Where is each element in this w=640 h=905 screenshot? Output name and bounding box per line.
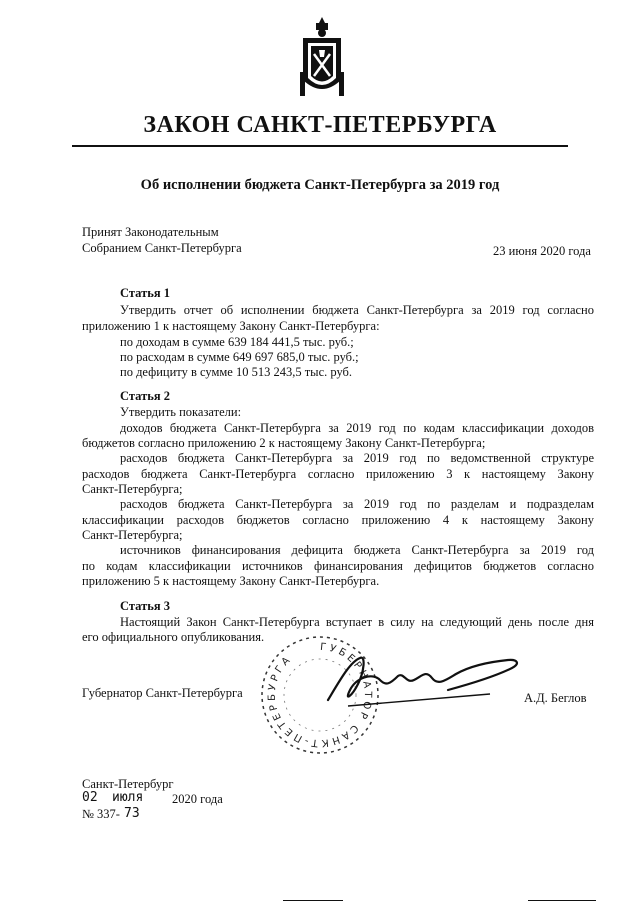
article-1-income: по доходам в сумме 639 184 441,5 тыс. руб.; — [120, 335, 354, 349]
adopted-by-line-2: Собранием Санкт-Петербурга — [82, 241, 242, 255]
adoption-date: 23 июня 2020 года — [493, 244, 591, 258]
signatory-name: А.Д. Беглов — [524, 691, 587, 705]
title-divider — [72, 145, 568, 147]
article-2-item: расходов бюджета Санкт-Петербурга за 2019 год по ведомственной структуре — [120, 451, 594, 465]
footer-number-prefix: № 337- — [82, 807, 120, 821]
handwritten-signature — [320, 650, 530, 710]
footer-month: июля — [112, 790, 144, 805]
law-title: ЗАКОН САНКТ-ПЕТЕРБУРГА — [143, 112, 497, 138]
article-2-item: Санкт-Петербурга; — [82, 528, 183, 542]
article-1-heading: Статья 1 — [120, 286, 170, 300]
article-2-item: источников финансирования дефицита бюджета Санкт-Петербурга за 2019 год — [120, 543, 594, 557]
article-2-item: по кодам классификации источников финансирования дефицитов бюджетов согласно — [82, 559, 594, 573]
article-2-item: расходов бюджета Санкт-Петербурга согласно приложению 3 к настоящему Закону — [82, 467, 594, 481]
coat-of-arms-icon — [299, 14, 345, 100]
footer-number: 73 — [124, 806, 140, 821]
footer-day: 02 — [82, 790, 98, 805]
footer-city: Санкт-Петербург — [82, 777, 174, 791]
bottom-rule-right — [528, 900, 596, 901]
article-2-item: Санкт-Петербурга; — [82, 482, 183, 496]
article-2-item: бюджетов согласно приложению 2 к настоящему Закону Санкт-Петербурга; — [82, 436, 486, 450]
article-1-text: приложению 1 к настоящему Закону Санкт-Петербурга: — [82, 319, 380, 333]
article-1-expenses: по расходам в сумме 649 697 685,0 тыс. руб.; — [120, 350, 359, 364]
article-3-heading: Статья 3 — [120, 599, 170, 613]
footer-year: 2020 года — [172, 792, 223, 806]
seal-text: ГУБЕРНАТОР САНКТ-ПЕТЕРБУРГА — [266, 641, 374, 749]
article-1-text: Утвердить отчет об исполнении бюджета Санкт-Петербурга за 2019 год согласно — [120, 303, 594, 317]
article-2-item: доходов бюджета Санкт-Петербурга за 2019 год по кодам классификации доходов — [120, 421, 594, 435]
article-2-item: приложению 5 к настоящему Закону Санкт-Петербурга. — [82, 574, 380, 588]
signatory-position: Губернатор Санкт-Петербурга — [82, 686, 243, 700]
bottom-rule-left — [283, 900, 343, 901]
article-2-item: классификации расходов бюджетов согласно приложению 4 к настоящему Закону — [82, 513, 594, 527]
article-2-heading: Статья 2 — [120, 389, 170, 403]
article-3-text: Настоящий Закон Санкт-Петербурга вступает в силу на следующий день после дня — [120, 615, 594, 629]
adopted-by-line-1: Принят Законодательным — [82, 225, 219, 239]
article-2-item: расходов бюджета Санкт-Петербурга за 2019 год по разделам и подразделам — [120, 497, 594, 511]
article-1-deficit: по дефициту в сумме 10 513 243,5 тыс. руб. — [120, 365, 353, 379]
article-2-intro: Утвердить показатели: — [120, 405, 242, 419]
article-3-text: его официального опубликования. — [82, 630, 265, 644]
law-subject: Об исполнении бюджета Санкт-Петербурга за 2019 год — [140, 177, 500, 193]
